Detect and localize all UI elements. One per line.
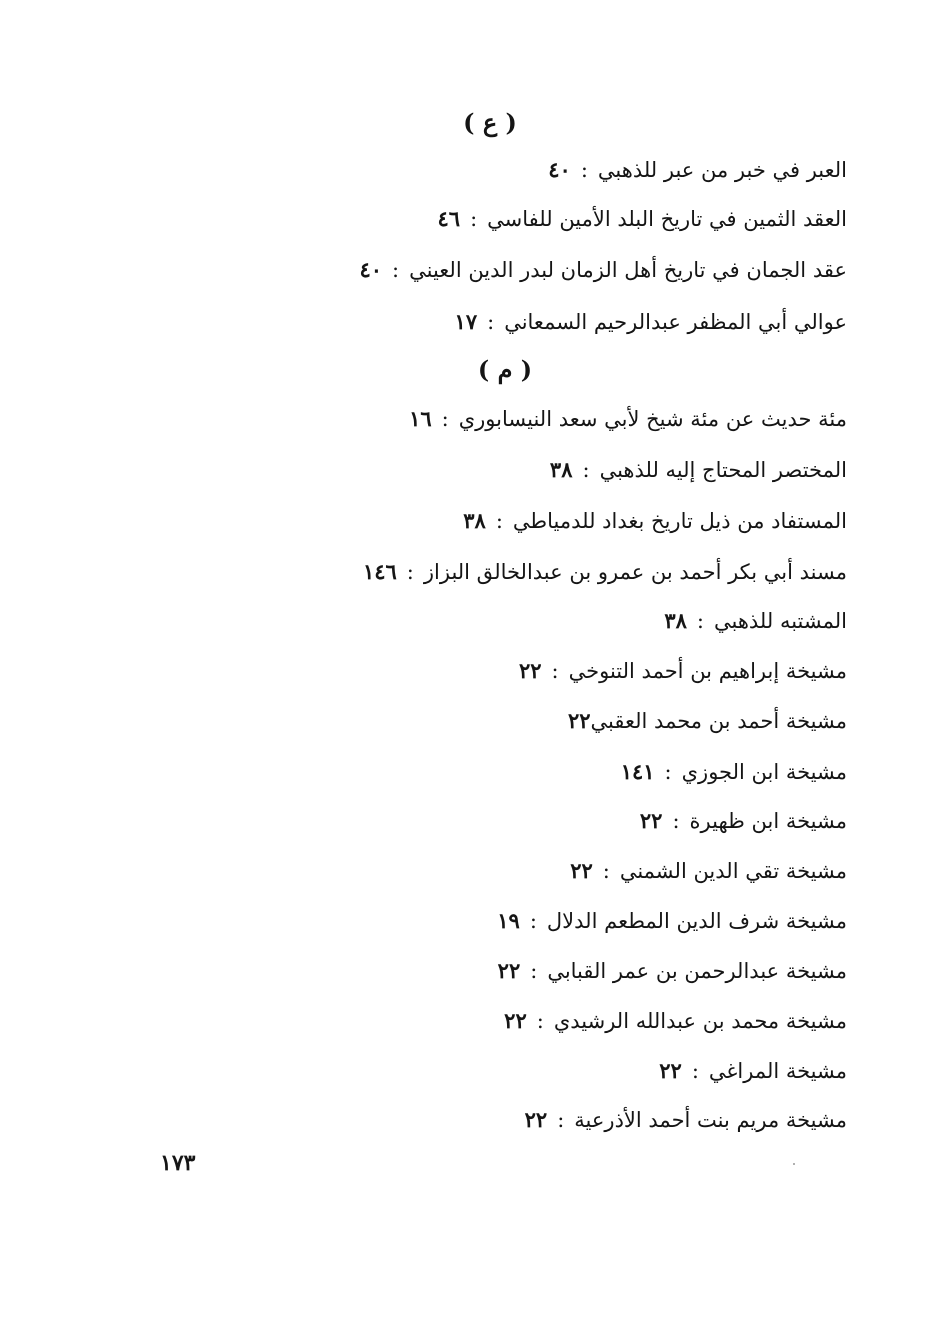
entry-page-number: ١٧ xyxy=(454,309,478,334)
entry-page-number: ١٤٦ xyxy=(362,559,397,584)
index-entry xyxy=(525,1105,847,1135)
entry-title: المشتبه للذهبي xyxy=(713,609,847,633)
entry-separator: : xyxy=(530,959,538,983)
entry-title: مشيخة إبراهيم بن أحمد التنوخي xyxy=(568,659,847,683)
entry-separator: : xyxy=(696,609,704,633)
entry-title: مشيخة تقي الدين الشمني xyxy=(619,859,847,883)
entry-page-number: ٢٢ xyxy=(567,708,591,733)
entry-page-number: ١٤١ xyxy=(620,759,655,784)
entry-separator: : xyxy=(602,859,610,883)
entry-separator: : xyxy=(529,909,537,933)
index-entry xyxy=(498,956,847,986)
entry-title: مئة حديث عن مئة شيخ لأبي سعد النيسابوري xyxy=(458,407,847,431)
entry-page-number: ٢٢ xyxy=(497,958,521,983)
scan-speck xyxy=(793,1163,795,1165)
index-entry xyxy=(455,307,847,337)
entry-page-number: ٢٢ xyxy=(659,1058,682,1083)
entry-separator: : xyxy=(557,1108,565,1132)
entry-page-number: ١٩ xyxy=(497,908,520,933)
entry-page-number: ٢٢ xyxy=(504,1008,527,1033)
entry-separator: : xyxy=(392,258,400,282)
entry-separator: : xyxy=(536,1009,544,1033)
entry-separator: : xyxy=(691,1059,699,1083)
entry-separator: : xyxy=(441,407,449,431)
entry-page-number: ٤٠ xyxy=(359,257,383,282)
entry-separator: : xyxy=(580,158,588,182)
entry-separator: : xyxy=(487,310,495,334)
entry-page-number: ١٦ xyxy=(409,406,432,431)
entry-title: مشيخة عبدالرحمن بن عمر القبابي xyxy=(547,959,847,983)
entry-page-number: ٢٢ xyxy=(524,1107,548,1132)
index-entry xyxy=(640,806,847,836)
section-heading-ain: ( ع ) xyxy=(463,108,517,137)
entry-title: العبر في خبر من عبر للذهبي xyxy=(597,158,847,182)
index-entry xyxy=(659,1056,847,1086)
entry-title: عوالي أبي المظفر عبدالرحيم السمعاني xyxy=(504,310,847,334)
entry-title: مشيخة شرف الدين المطعم الدلال xyxy=(546,909,847,933)
entry-page-number: ٣٨ xyxy=(549,457,573,482)
section-heading-mim: ( م ) xyxy=(477,355,533,384)
entry-title: مشيخة ابن الجوزي xyxy=(681,760,847,784)
entry-title: المختصر المحتاج إليه للذهبي xyxy=(599,458,847,482)
entry-title: مشيخة ابن ظهيرة xyxy=(689,809,847,833)
index-entry xyxy=(504,1006,847,1036)
index-entry xyxy=(550,455,847,485)
entry-page-number: ٢٢ xyxy=(639,808,663,833)
index-entry xyxy=(558,706,847,736)
entry-page-number: ٣٨ xyxy=(664,608,687,633)
entry-separator: : xyxy=(582,458,590,482)
entry-title: المستفاد من ذيل تاريخ بغداد للدمياطي xyxy=(512,509,847,533)
entry-separator: : xyxy=(551,659,559,683)
index-entry xyxy=(548,155,847,185)
entry-page-number: ٢٢ xyxy=(518,658,542,683)
index-entry xyxy=(519,656,847,686)
entry-separator: : xyxy=(495,509,503,533)
index-entry xyxy=(570,856,847,886)
index-entry xyxy=(359,255,847,285)
entry-separator: : xyxy=(664,760,672,784)
entry-title: عقد الجمان في تاريخ أهل الزمان لبدر الدين العيني xyxy=(409,258,847,282)
entry-title: مشيخة المراغي xyxy=(708,1059,847,1083)
entry-title: مشيخة مريم بنت أحمد الأذرعية xyxy=(574,1108,847,1132)
entry-page-number: ٣٨ xyxy=(463,508,486,533)
entry-title: مشيخة أحمد بن محمد العقبي xyxy=(590,709,847,733)
entry-page-number: ٤٦ xyxy=(437,206,461,231)
entry-separator: : xyxy=(470,207,478,231)
index-entry xyxy=(463,506,847,536)
entry-page-number: ٢٢ xyxy=(570,858,593,883)
entry-separator xyxy=(558,709,568,733)
index-entry xyxy=(497,906,847,936)
entry-page-number: ٤٠ xyxy=(548,157,571,182)
entry-separator: : xyxy=(672,809,680,833)
page-number: ١٧٣ xyxy=(160,1150,196,1176)
index-entry xyxy=(409,404,847,434)
index-entry xyxy=(664,606,847,636)
index-entry xyxy=(621,757,847,787)
index-entry xyxy=(438,204,847,234)
index-entry xyxy=(363,557,847,587)
entry-separator: : xyxy=(406,560,414,584)
entry-title: العقد الثمين في تاريخ البلد الأمين للفاسي xyxy=(487,207,847,231)
entry-title: مشيخة محمد بن عبدالله الرشيدي xyxy=(553,1009,847,1033)
entry-title: مسند أبي بكر أحمد بن عمرو بن عبدالخالق البزاز xyxy=(423,560,847,584)
